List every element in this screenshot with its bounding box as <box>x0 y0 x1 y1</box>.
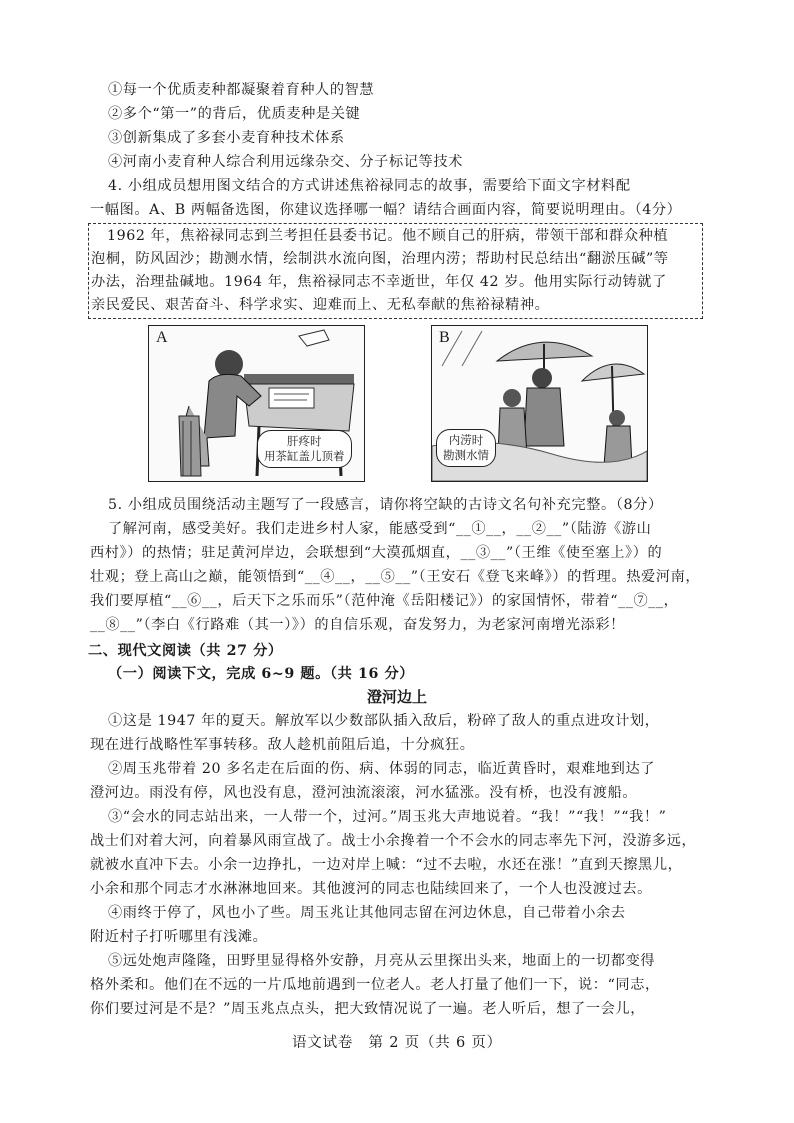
question-5-line: 5. 小组成员围绕活动主题写了一段感言，请你将空缺的古诗文名句补充完整。（8分） <box>108 497 663 513</box>
question-5-line: __⑧__”（李白《行路难（其一）》）的自信乐观，奋发努力，为老家河南增光添彩！ <box>90 617 625 633</box>
illustration-a-caption <box>257 430 352 468</box>
option-line: ③创新集成了多套小麦育种技术体系 <box>108 130 345 146</box>
section-heading: 二、现代文阅读（共 27 分） <box>88 643 283 659</box>
subsection-heading: （一）阅读下文，完成 6~9 题。（共 16 分） <box>108 666 415 682</box>
illustration-a-label: A <box>156 329 168 346</box>
illustration-a <box>148 325 365 482</box>
illustration-b-label: B <box>439 329 450 346</box>
caption-line: 内涝时 <box>448 433 484 447</box>
article-line: 澄河边。雨没有停，风也没有息，澄河浊流滚滚，河水猛涨。没有桥，也没有渡船。 <box>90 785 638 801</box>
question-5-line: 了解河南，感受美好。我们走进乡村人家，能感受到“__①__，__②__”（陆游《游山 <box>108 521 652 537</box>
illustration-b-caption <box>436 429 496 467</box>
question-5-line: 壮观；登上高山之巅，能领悟到“__④__，__⑤__”（王安石《登飞来峰》）的哲理。热爱河南， <box>90 569 701 585</box>
material-line: 1962 年，焦裕禄同志到兰考担任县委书记。他不顾自己的肝病，带领干部和群众种植 <box>107 228 669 244</box>
article-line: 附近村子打听哪里有浅滩。 <box>90 929 268 945</box>
article-line: 格外柔和。他们在不远的一片瓜地前遇到一位老人。老人打量了他们一下，说：“同志， <box>90 977 660 993</box>
illustration-b <box>431 325 648 482</box>
question-4-line: 4. 小组成员想用图文结合的方式讲述焦裕禄同志的故事，需要给下面文字材料配 <box>108 178 631 194</box>
question-4-line: 一幅图。A、B 两幅备选图，你建议选择哪一幅？请结合画面内容，简要说明理由。（4分） <box>90 202 682 218</box>
question-5-line: 西村》）的热情；驻足黄河岸边，会联想到“大漠孤烟直，__③__”（王维《使至塞上》）的 <box>90 545 663 561</box>
option-line: ①每一个优质麦种都凝聚着育种人的智慧 <box>108 82 375 98</box>
article-line: ①这是 1947 年的夏天。解放军以少数部队插入敌后，粉碎了敌人的重点进攻计划， <box>108 713 660 729</box>
caption-line: 肝疼时 <box>287 434 322 448</box>
article-line: ④雨终于停了，风也小了些。周玉兆让其他同志留在河边休息，自己带着小余去 <box>108 905 626 921</box>
material-line: 办法，治理盐碱地。1964 年，焦裕禄同志不幸逝世，年仅 42 岁。他用实际行动铸就了 <box>91 274 667 290</box>
material-line: 亲民爱民、艰苦奋斗、科学求实、迎难而上、无私奉献的焦裕禄精神。 <box>91 297 550 313</box>
caption-line: 用茶缸盖儿顶着 <box>264 449 345 463</box>
caption-line: 勘测水情 <box>443 448 489 462</box>
option-line: ②多个“第一”的背后，优质麦种是关键 <box>108 106 361 122</box>
article-line: ②周玉兆带着 20 多名走在后面的伤、病、体弱的同志，临近黄昏时，艰难地到达了 <box>108 761 656 777</box>
article-line: 你们要过河是不是？”周玉兆点点头，把大致情况说了一遍。老人听后，想了一会儿， <box>90 1001 645 1017</box>
material-box <box>88 223 703 319</box>
article-line: 战士们对着大河，向着暴风雨宣战了。战士小余搀着一个不会水的同志率先下河，没游多远， <box>90 833 697 849</box>
article-line: ⑤远处炮声隆隆，田野里显得格外安静，月亮从云里探出头来，地面上的一切都变得 <box>108 953 656 969</box>
article-title: 澄河边上 <box>366 688 427 706</box>
material-line: 泡桐，防风固沙；勘测水情，绘制洪水流向图，治理内涝；帮助村民总结出“翻淤压碱”等 <box>91 251 669 267</box>
question-5-line: 我们要厚植“__⑥__，后天下之乐而乐”（范仲淹《岳阳楼记》）的家国情怀，带着“__⑦__， <box>90 593 679 609</box>
article-line: ③“会水的同志站出来，一人带一个，过河。”周玉兆大声地说着。“我！”“我！”“我！” <box>108 809 667 825</box>
article-line: 小余和那个同志才水淋淋地回来。其他渡河的同志也陆续回来了，一个人也没渡过去。 <box>90 881 652 897</box>
article-line: 就被水直冲下去。小余一边挣扎，一边对岸上喊：“过不去啦，水还在涨！”直到天擦黑儿， <box>90 857 683 873</box>
article-line: 现在进行战略性军事转移。敌人趁机前阻后追，十分疯狂。 <box>90 737 475 753</box>
option-line: ④河南小麦育种人综合利用远缘杂交、分子标记等技术 <box>108 154 463 170</box>
page-footer: 语文试卷 第 2 页（共 6 页） <box>292 1035 502 1051</box>
